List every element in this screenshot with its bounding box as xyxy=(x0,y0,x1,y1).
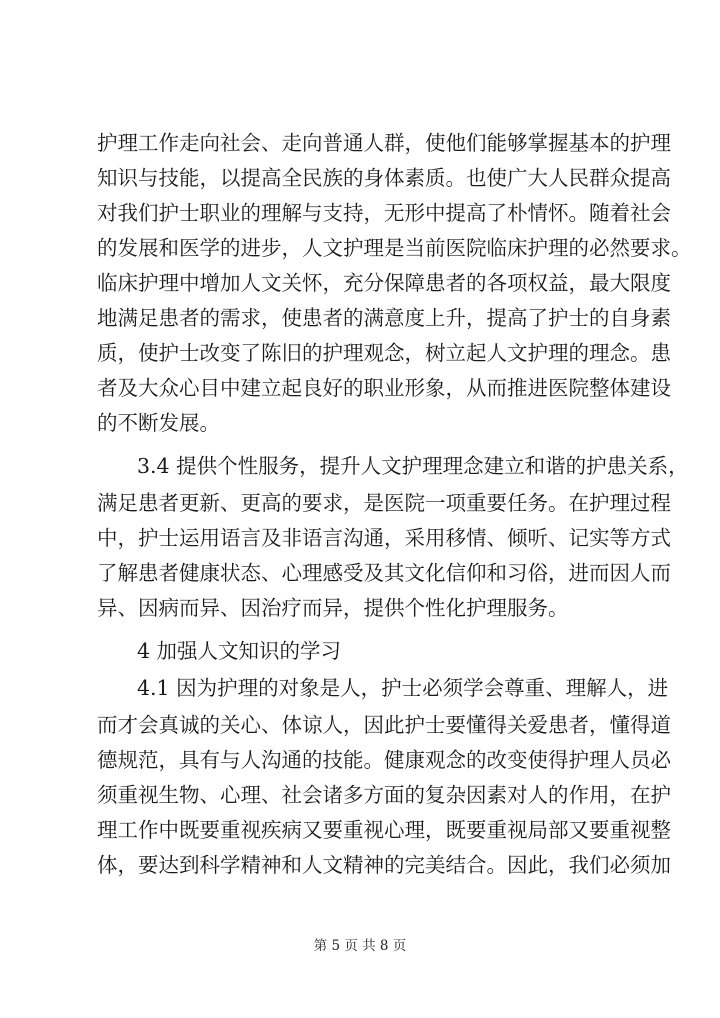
section-heading-3-4: 3.4 提供个性服务，提升人文护理理念建立和谐的护患关系， xyxy=(137,454,689,478)
body-text-line: 护理工作走向社会、走向普通人群，使他们能够掌握基本的护理 xyxy=(97,131,671,155)
body-text-line: 质，使护士改变了陈旧的护理观念，树立起人文护理的理念。患 xyxy=(97,341,671,365)
body-text-line: 对我们护士职业的理解与支持，无形中提高了朴情怀。随着社会 xyxy=(97,201,671,225)
body-text-line: 德规范，具有与人沟通的技能。健康观念的改变使得护理人员必 xyxy=(97,748,671,772)
body-text-line: 须重视生物、心理、社会诸多方面的复杂因素对人的作用，在护 xyxy=(97,783,671,807)
body-text-line: 的发展和医学的进步，人文护理是当前医院临床护理的必然要求。 xyxy=(97,236,692,260)
body-text-line: 者及大众心目中建立起良好的职业形象，从而推进医院整体建设 xyxy=(97,376,671,400)
body-text-line: 临床护理中增加人文关怀，充分保障患者的各项权益，最大限度 xyxy=(97,271,671,295)
body-text-line: 的不断发展。 xyxy=(97,411,220,435)
body-text-line: 了解患者健康状态、心理感受及其文化信仰和习俗，进而因人而 xyxy=(97,561,671,585)
body-text-line: 而才会真诚的关心、体谅人，因此护士要懂得关爱患者，懂得道 xyxy=(97,713,671,737)
body-text-line: 满足患者更新、更高的要求，是医院一项重要任务。在护理过程 xyxy=(97,491,671,515)
section-heading-4: 4 加强人文知识的学习 xyxy=(137,639,342,663)
body-text-line: 理工作中既要重视疾病又要重视心理，既要重视局部又要重视整 xyxy=(97,818,671,842)
body-text-line: 异、因病而异、因治疗而异，提供个性化护理服务。 xyxy=(97,596,569,620)
section-heading-4-1: 4.1 因为护理的对象是人，护士必须学会尊重、理解人，进 xyxy=(137,676,669,700)
body-text-line: 体，要达到科学精神和人文精神的完美结合。因此，我们必须加 xyxy=(97,853,671,877)
page-footer: 第 5 页 共 8 页 xyxy=(313,938,407,954)
body-text-line: 中，护士运用语言及非语言沟通，采用移情、倾听、记实等方式 xyxy=(97,526,671,550)
body-text-line: 知识与技能，以提高全民族的身体素质。也使广大人民群众提高 xyxy=(97,166,671,190)
body-text-line: 地满足患者的需求，使患者的满意度上升，提高了护士的自身素 xyxy=(97,306,671,330)
